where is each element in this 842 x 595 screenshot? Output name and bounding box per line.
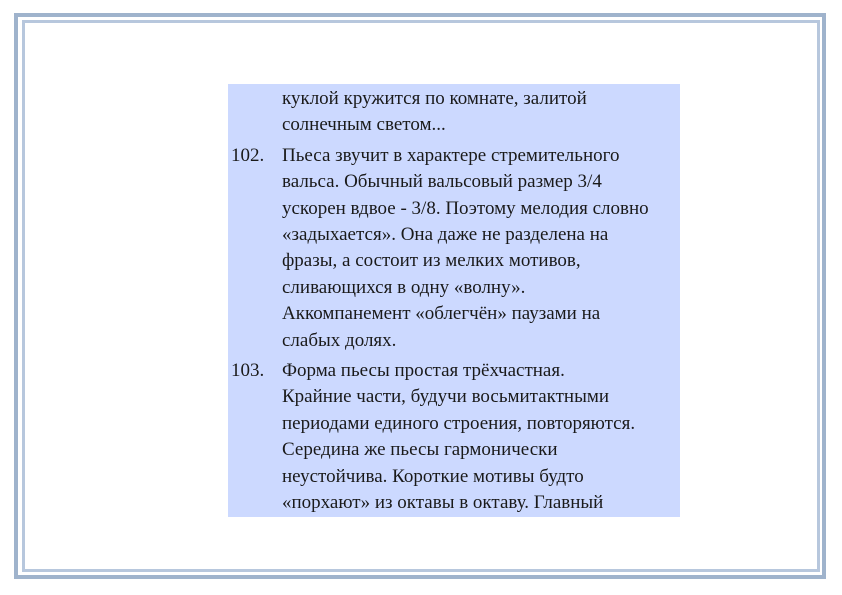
paragraph-number: 103. xyxy=(231,360,265,382)
paragraph-103 xyxy=(228,358,680,516)
text-line: куклой кружится по комнате, залитой xyxy=(282,88,587,109)
paragraph-number: 102. xyxy=(231,144,265,166)
text-line: «задыхается». Она даже не разделена на xyxy=(282,224,609,246)
text-line: Середина же пьесы гармонически xyxy=(282,439,558,461)
continuation-paragraph xyxy=(228,86,680,139)
text-line: «порхают» из октавы в октаву. Главный xyxy=(282,492,604,514)
text-line: солнечным светом... xyxy=(282,114,446,136)
text-line: слабых долях. xyxy=(282,329,397,351)
text-line: ускорен вдвое - 3/8. Поэтому мелодия словно xyxy=(282,197,649,219)
text-line: Крайние части, будучи восьмитактными xyxy=(282,386,610,408)
text-block xyxy=(228,84,680,517)
text-line: неустойчива. Короткие мотивы будто xyxy=(282,465,584,487)
text-line: сливающихся в одну «волну». xyxy=(282,276,526,298)
text-line: фразы, а состоит из мелких мотивов, xyxy=(282,250,581,272)
text-line: Форма пьесы простая трёхчастная. xyxy=(282,360,565,382)
text-line: Пьеса звучит в характере стремительного xyxy=(282,144,620,166)
text-line: Аккомпанемент «облегчён» паузами на xyxy=(282,303,601,325)
text-line: вальса. Обычный вальсовый размер 3/4 xyxy=(282,171,602,193)
paragraph-102 xyxy=(228,143,680,354)
text-line: периодами единого строения, повторяются. xyxy=(282,412,636,434)
